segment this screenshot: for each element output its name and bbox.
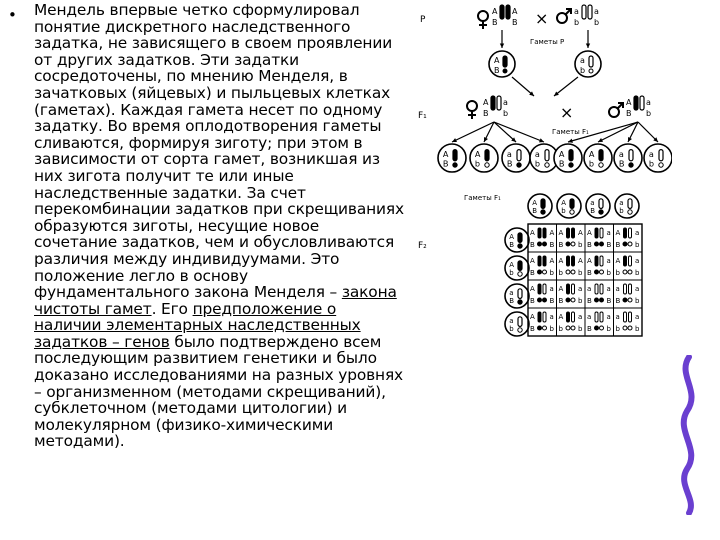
genotype-allele: a bbox=[549, 285, 554, 293]
genotype-allele: a bbox=[635, 229, 640, 237]
chromosome-dot bbox=[538, 298, 542, 302]
gamete-allele: a bbox=[509, 317, 514, 325]
f1-allele: b bbox=[646, 109, 652, 118]
genotype-allele: A bbox=[615, 229, 621, 237]
genotype-allele: a bbox=[606, 285, 611, 293]
genotype-allele: A bbox=[578, 257, 583, 265]
gamete-allele: b bbox=[509, 325, 514, 334]
chromosome-dot bbox=[569, 163, 573, 167]
genotype-allele: b bbox=[615, 325, 620, 333]
chromosome-dot bbox=[628, 242, 632, 246]
chromosome-dot bbox=[485, 163, 489, 167]
gamete-circle bbox=[584, 144, 612, 172]
genotype-allele: b bbox=[549, 325, 554, 333]
chromosome bbox=[543, 228, 546, 238]
cross-symbol: × bbox=[560, 103, 574, 122]
chromosome-dot bbox=[628, 210, 632, 214]
gamete-allele: b bbox=[561, 207, 566, 216]
chromosome bbox=[629, 228, 632, 238]
genotype-allele: B bbox=[558, 297, 564, 305]
f1-allele: A bbox=[483, 98, 489, 107]
genotype-allele: A bbox=[558, 313, 564, 321]
chromosome bbox=[572, 312, 575, 322]
gamete-allele: B bbox=[506, 158, 513, 169]
genotype-allele: B bbox=[558, 241, 564, 249]
chromosome-dot bbox=[518, 300, 522, 304]
gamete-allele: B bbox=[494, 66, 500, 75]
chromosome-dot bbox=[538, 270, 542, 274]
punnett-cell bbox=[530, 312, 555, 333]
chromosome bbox=[624, 284, 627, 294]
parent-allele: B bbox=[512, 18, 518, 27]
chromosome-dot bbox=[453, 163, 457, 167]
genotype-allele: A bbox=[530, 229, 535, 237]
chromosome bbox=[538, 312, 541, 322]
female-symbol-icon bbox=[478, 11, 488, 29]
parent-allele: A bbox=[512, 7, 518, 16]
chromosome bbox=[567, 284, 570, 294]
arrow bbox=[494, 122, 516, 142]
gamete-circle bbox=[505, 228, 529, 252]
genotype-allele: A bbox=[615, 257, 621, 265]
genotype-allele: b bbox=[558, 325, 563, 333]
arrow bbox=[586, 30, 590, 48]
genotype-allele: A bbox=[587, 257, 592, 265]
chromosome bbox=[595, 284, 598, 294]
gamete-circle bbox=[528, 194, 552, 218]
punnett-cell bbox=[559, 284, 584, 305]
chromosome bbox=[600, 284, 603, 294]
gamete-allele: a bbox=[590, 199, 595, 207]
gametes-p-label: Гаметы P bbox=[530, 38, 565, 46]
male-symbol-icon bbox=[609, 103, 623, 117]
chromosome bbox=[572, 228, 575, 238]
gamete-circle bbox=[505, 312, 529, 336]
f1-allele: B bbox=[483, 109, 489, 118]
genotype-allele: b bbox=[578, 241, 583, 249]
chromosome bbox=[595, 312, 598, 322]
genotype-allele: b bbox=[578, 325, 583, 333]
gamete-allele: b bbox=[474, 158, 481, 169]
genotype-allele: B bbox=[530, 325, 535, 333]
underlined-text-fragment: закона чистоты гамет bbox=[34, 283, 397, 318]
gamete-allele: B bbox=[590, 207, 595, 216]
gamete-circle bbox=[470, 144, 498, 172]
genotype-allele: B bbox=[587, 269, 592, 277]
chromosome bbox=[491, 96, 495, 110]
genotype-allele: a bbox=[587, 285, 592, 293]
gamete-circle bbox=[502, 144, 530, 172]
parent-allele: a bbox=[594, 7, 599, 16]
chromosome bbox=[567, 312, 570, 322]
chromosome-dot bbox=[503, 69, 507, 73]
f1-allele: a bbox=[503, 98, 508, 107]
gamete-circle bbox=[505, 284, 529, 308]
genotype-allele: b bbox=[606, 325, 611, 333]
chromosome bbox=[624, 312, 627, 322]
chromosome bbox=[545, 150, 549, 161]
genotype-allele: B bbox=[615, 297, 621, 305]
chromosome bbox=[640, 96, 644, 110]
chromosome bbox=[629, 284, 632, 294]
chromosome-dot bbox=[628, 298, 632, 302]
chromosome-dot bbox=[518, 328, 522, 332]
genotype-allele: b bbox=[606, 269, 611, 277]
punnett-cell bbox=[616, 284, 641, 305]
chromosome bbox=[567, 256, 570, 266]
gamete-circle bbox=[438, 144, 466, 172]
gamete-allele: A bbox=[532, 199, 537, 207]
gamete-allele: b bbox=[509, 269, 514, 278]
chromosome-dot bbox=[623, 298, 627, 302]
genotype-allele: b bbox=[635, 269, 640, 277]
chromosome-dot bbox=[600, 242, 604, 246]
chromosome bbox=[569, 150, 573, 161]
chromosome bbox=[543, 284, 546, 294]
chromosome bbox=[567, 228, 570, 238]
chromosome-dot bbox=[543, 298, 547, 302]
punnett-cell bbox=[587, 256, 612, 277]
parent-allele: B bbox=[492, 18, 498, 27]
gamete-allele: a bbox=[618, 149, 624, 159]
chromosome bbox=[634, 96, 638, 110]
generation-label-f1: F₁ bbox=[418, 111, 427, 121]
chromosome bbox=[497, 96, 501, 110]
genotype-allele: a bbox=[578, 313, 583, 321]
chromosome-dot bbox=[595, 298, 599, 302]
gamete-circle bbox=[575, 51, 601, 77]
chromosome-dot bbox=[628, 326, 632, 330]
chromosome-dot bbox=[538, 242, 542, 246]
genotype-allele: a bbox=[606, 257, 611, 265]
punnett-cell bbox=[616, 312, 641, 333]
chromosome bbox=[595, 228, 598, 238]
genotype-allele: A bbox=[587, 229, 592, 237]
generation-label-f2: F₂ bbox=[418, 241, 427, 251]
gametes-f1-side-label: Гаметы F₁ bbox=[464, 194, 501, 202]
gamete-allele: a bbox=[580, 56, 585, 65]
chromosome-dot bbox=[628, 270, 632, 274]
chromosome-dot bbox=[566, 270, 570, 274]
chromosome bbox=[518, 317, 522, 327]
genotype-allele: b bbox=[635, 241, 640, 249]
genotype-allele: B bbox=[587, 297, 592, 305]
chromosome bbox=[518, 261, 522, 271]
text-fragment: Мендель впервые четко сформулировал понятие дискретного наследственного задатка, не зависящего в своем проявлении от других задатков. Эти задатки сосредоточены, по мнению Менделя, в зачатковых (яйцевых) и пыльцевых клетках (гаметах). Каждая гамета несет по одному задатку. Во время оплодотворения гаметы сливаются, формируя зиготу; при этом в зависимости от сорта гамет, возникшая из них зигота получит те или иные наследственные задатки. За счет перекомбинации задатков при скрещиваниях образуются зиготы, несущие новое сочетание задатков, чем и обусловливаются различия между индивидуумами. Это положение легло в основу фундаментального закона Менделя – bbox=[34, 1, 404, 302]
chromosome bbox=[600, 228, 603, 238]
gamete-circle bbox=[554, 144, 582, 172]
chromosome bbox=[543, 256, 546, 266]
punnett-cell bbox=[616, 256, 641, 277]
parent-allele: A bbox=[492, 7, 498, 16]
genotype-allele: A bbox=[549, 257, 555, 265]
chromosome-dot bbox=[600, 270, 604, 274]
genotype-allele: b bbox=[549, 269, 554, 277]
gametes-f1-label: Гаметы F₁ bbox=[552, 128, 589, 136]
chromosome-dot bbox=[518, 244, 522, 248]
genotype-allele: B bbox=[587, 241, 592, 249]
genotype-allele: B bbox=[549, 241, 555, 249]
parent-allele: a bbox=[574, 7, 579, 16]
female-symbol-icon bbox=[467, 101, 477, 119]
gamete-allele: A bbox=[442, 149, 449, 159]
gamete-allele: b bbox=[588, 158, 595, 169]
gamete-allele: a bbox=[534, 149, 540, 159]
gamete-circle bbox=[586, 194, 610, 218]
gamete-allele: A bbox=[561, 199, 566, 207]
chromosome-dot bbox=[599, 210, 603, 214]
f1-allele: b bbox=[503, 109, 509, 118]
chromosome-dot bbox=[545, 163, 549, 167]
chromosome bbox=[589, 56, 593, 67]
gamete-allele: A bbox=[588, 149, 595, 159]
chromosome-dot bbox=[623, 242, 627, 246]
chromosome bbox=[518, 233, 522, 243]
punnett-cell bbox=[559, 228, 584, 249]
genotype-allele: a bbox=[615, 313, 620, 321]
gamete-circle bbox=[557, 194, 581, 218]
chromosome bbox=[538, 256, 541, 266]
genotype-allele: B bbox=[530, 241, 535, 249]
chromosome-dot bbox=[541, 210, 545, 214]
chromosome-dot bbox=[623, 270, 627, 274]
chromosome bbox=[582, 5, 586, 19]
mendel-dihybrid-cross-diagram bbox=[412, 0, 672, 362]
chromosome-dot bbox=[571, 270, 575, 274]
punnett-cell bbox=[530, 284, 555, 305]
chromosome bbox=[572, 284, 575, 294]
chromosome bbox=[538, 228, 541, 238]
gamete-circle bbox=[505, 256, 529, 280]
chromosome-dot bbox=[629, 163, 633, 167]
chromosome-dot bbox=[595, 242, 599, 246]
text-fragment: . Его bbox=[151, 299, 193, 318]
arrow bbox=[494, 122, 544, 142]
genotype-allele: a bbox=[606, 313, 611, 321]
gamete-allele: B bbox=[509, 241, 514, 250]
genotype-allele: B bbox=[587, 325, 592, 333]
genotype-allele: B bbox=[606, 241, 612, 249]
chromosome bbox=[628, 199, 632, 209]
gamete-allele: b bbox=[619, 207, 624, 216]
chromosome-dot bbox=[517, 163, 521, 167]
punnett-cell bbox=[587, 312, 612, 333]
chromosome-dot bbox=[566, 298, 570, 302]
genotype-allele: A bbox=[558, 257, 564, 265]
genotype-allele: b bbox=[615, 269, 620, 277]
gamete-allele: B bbox=[532, 207, 537, 216]
genotype-allele: B bbox=[615, 241, 621, 249]
gamete-allele: a bbox=[648, 149, 654, 159]
chromosome bbox=[543, 312, 546, 322]
chromosome-dot bbox=[566, 326, 570, 330]
chromosome bbox=[624, 228, 627, 238]
genotype-allele: b bbox=[578, 297, 583, 305]
chromosome bbox=[503, 56, 507, 67]
gamete-allele: A bbox=[558, 149, 565, 159]
arrow bbox=[500, 30, 504, 48]
genotype-allele: b bbox=[635, 297, 640, 305]
chromosome-dot bbox=[595, 270, 599, 274]
arrow bbox=[554, 77, 578, 96]
genotype-allele: a bbox=[549, 313, 554, 321]
genotype-allele: a bbox=[635, 313, 640, 321]
punnett-cell bbox=[559, 312, 584, 333]
chromosome-dot bbox=[571, 242, 575, 246]
chromosome bbox=[624, 256, 627, 266]
male-symbol-icon bbox=[557, 9, 571, 23]
genotype-allele: A bbox=[558, 285, 564, 293]
cross-symbol: × bbox=[535, 9, 549, 28]
chromosome bbox=[600, 256, 603, 266]
chromosome bbox=[659, 150, 663, 161]
slide-body-text bbox=[34, 2, 406, 450]
punnett-cell bbox=[587, 228, 612, 249]
gamete-allele: b bbox=[580, 66, 586, 75]
chromosome-dot bbox=[600, 326, 604, 330]
chromosome bbox=[485, 150, 489, 161]
punnett-cell bbox=[616, 228, 641, 249]
chromosome-dot bbox=[571, 298, 575, 302]
genotype-allele: A bbox=[549, 229, 555, 237]
f1-allele: a bbox=[646, 98, 651, 107]
chromosome bbox=[541, 199, 545, 209]
genotype-allele: A bbox=[530, 257, 535, 265]
genotype-allele: a bbox=[635, 257, 640, 265]
f1-allele: B bbox=[626, 109, 632, 118]
gamete-allele: A bbox=[509, 261, 514, 269]
generation-label-p: P bbox=[420, 15, 426, 25]
chromosome-dot bbox=[571, 326, 575, 330]
gamete-circle bbox=[615, 194, 639, 218]
genotype-allele: a bbox=[635, 285, 640, 293]
chromosome bbox=[572, 256, 575, 266]
gamete-allele: b bbox=[534, 158, 541, 169]
chromosome bbox=[629, 256, 632, 266]
punnett-cell bbox=[530, 256, 555, 277]
arrow bbox=[512, 77, 534, 96]
chromosome-dot bbox=[566, 242, 570, 246]
genotype-allele: a bbox=[615, 285, 620, 293]
chromosome bbox=[453, 150, 457, 161]
chromosome bbox=[599, 150, 603, 161]
decorative-purple-wave bbox=[675, 355, 705, 515]
chromosome bbox=[599, 199, 603, 209]
punnett-cell bbox=[559, 256, 584, 277]
genotype-allele: A bbox=[578, 229, 583, 237]
genotype-allele: B bbox=[606, 297, 612, 305]
chromosome-dot bbox=[659, 163, 663, 167]
chromosome bbox=[518, 289, 522, 299]
gamete-allele: B bbox=[618, 158, 625, 169]
chromosome-dot bbox=[543, 242, 547, 246]
genotype-allele: a bbox=[606, 229, 611, 237]
chromosome-dot bbox=[600, 298, 604, 302]
chromosome-dot bbox=[518, 272, 522, 276]
genotype-allele: A bbox=[530, 313, 535, 321]
chromosome bbox=[629, 312, 632, 322]
gamete-allele: a bbox=[509, 289, 514, 297]
chromosome bbox=[595, 256, 598, 266]
chromosome bbox=[629, 150, 633, 161]
gamete-allele: A bbox=[494, 56, 500, 65]
gamete-circle bbox=[614, 144, 642, 172]
chromosome bbox=[600, 312, 603, 322]
genotype-allele: b bbox=[558, 269, 563, 277]
chromosome-dot bbox=[570, 210, 574, 214]
punnett-cell bbox=[587, 284, 612, 305]
chromosome bbox=[570, 199, 574, 209]
genotype-allele: A bbox=[530, 285, 535, 293]
genotype-allele: A bbox=[558, 229, 564, 237]
genotype-allele: B bbox=[530, 297, 535, 305]
genotype-allele: a bbox=[578, 285, 583, 293]
chromosome-dot bbox=[599, 163, 603, 167]
bullet-marker: • bbox=[8, 6, 17, 24]
chromosome-dot bbox=[538, 326, 542, 330]
chromosome-dot bbox=[543, 326, 547, 330]
chromosome-dot bbox=[595, 326, 599, 330]
parent-allele: b bbox=[574, 18, 580, 27]
parent-allele: b bbox=[594, 18, 600, 27]
genotype-allele: B bbox=[530, 269, 535, 277]
gamete-allele: B bbox=[558, 158, 565, 169]
genotype-allele: B bbox=[549, 297, 555, 305]
gamete-allele: B bbox=[509, 297, 514, 306]
gamete-circle bbox=[489, 51, 515, 77]
underlined-text-fragment: предположение о наличии элементарных наследственных задатков – генов bbox=[34, 299, 361, 351]
arrow bbox=[638, 122, 658, 142]
gamete-allele: A bbox=[509, 233, 514, 241]
f1-allele: A bbox=[626, 98, 632, 107]
gamete-allele: A bbox=[474, 149, 481, 159]
chromosome-dot bbox=[543, 270, 547, 274]
gamete-allele: a bbox=[506, 149, 512, 159]
chromosome-dot bbox=[589, 69, 593, 73]
chromosome bbox=[538, 284, 541, 294]
text-fragment: было подтверждено всем последующим развитием генетики и было доказано исследованиями на разных уровнях – организменном (методами скрещиваний), субклеточном (методами цитологии) и молекулярном (физико-химическими методами). bbox=[34, 332, 404, 451]
gamete-allele: b bbox=[648, 158, 655, 169]
chromosome bbox=[506, 5, 510, 19]
chromosome bbox=[500, 5, 504, 19]
genotype-allele: b bbox=[635, 325, 640, 333]
gamete-allele: B bbox=[442, 158, 449, 169]
genotype-allele: a bbox=[587, 313, 592, 321]
gamete-circle bbox=[644, 144, 672, 172]
genotype-allele: b bbox=[578, 269, 583, 277]
gamete-allele: a bbox=[619, 199, 624, 207]
chromosome bbox=[588, 5, 592, 19]
chromosome bbox=[517, 150, 521, 161]
chromosome-dot bbox=[623, 326, 627, 330]
punnett-cell bbox=[530, 228, 555, 249]
